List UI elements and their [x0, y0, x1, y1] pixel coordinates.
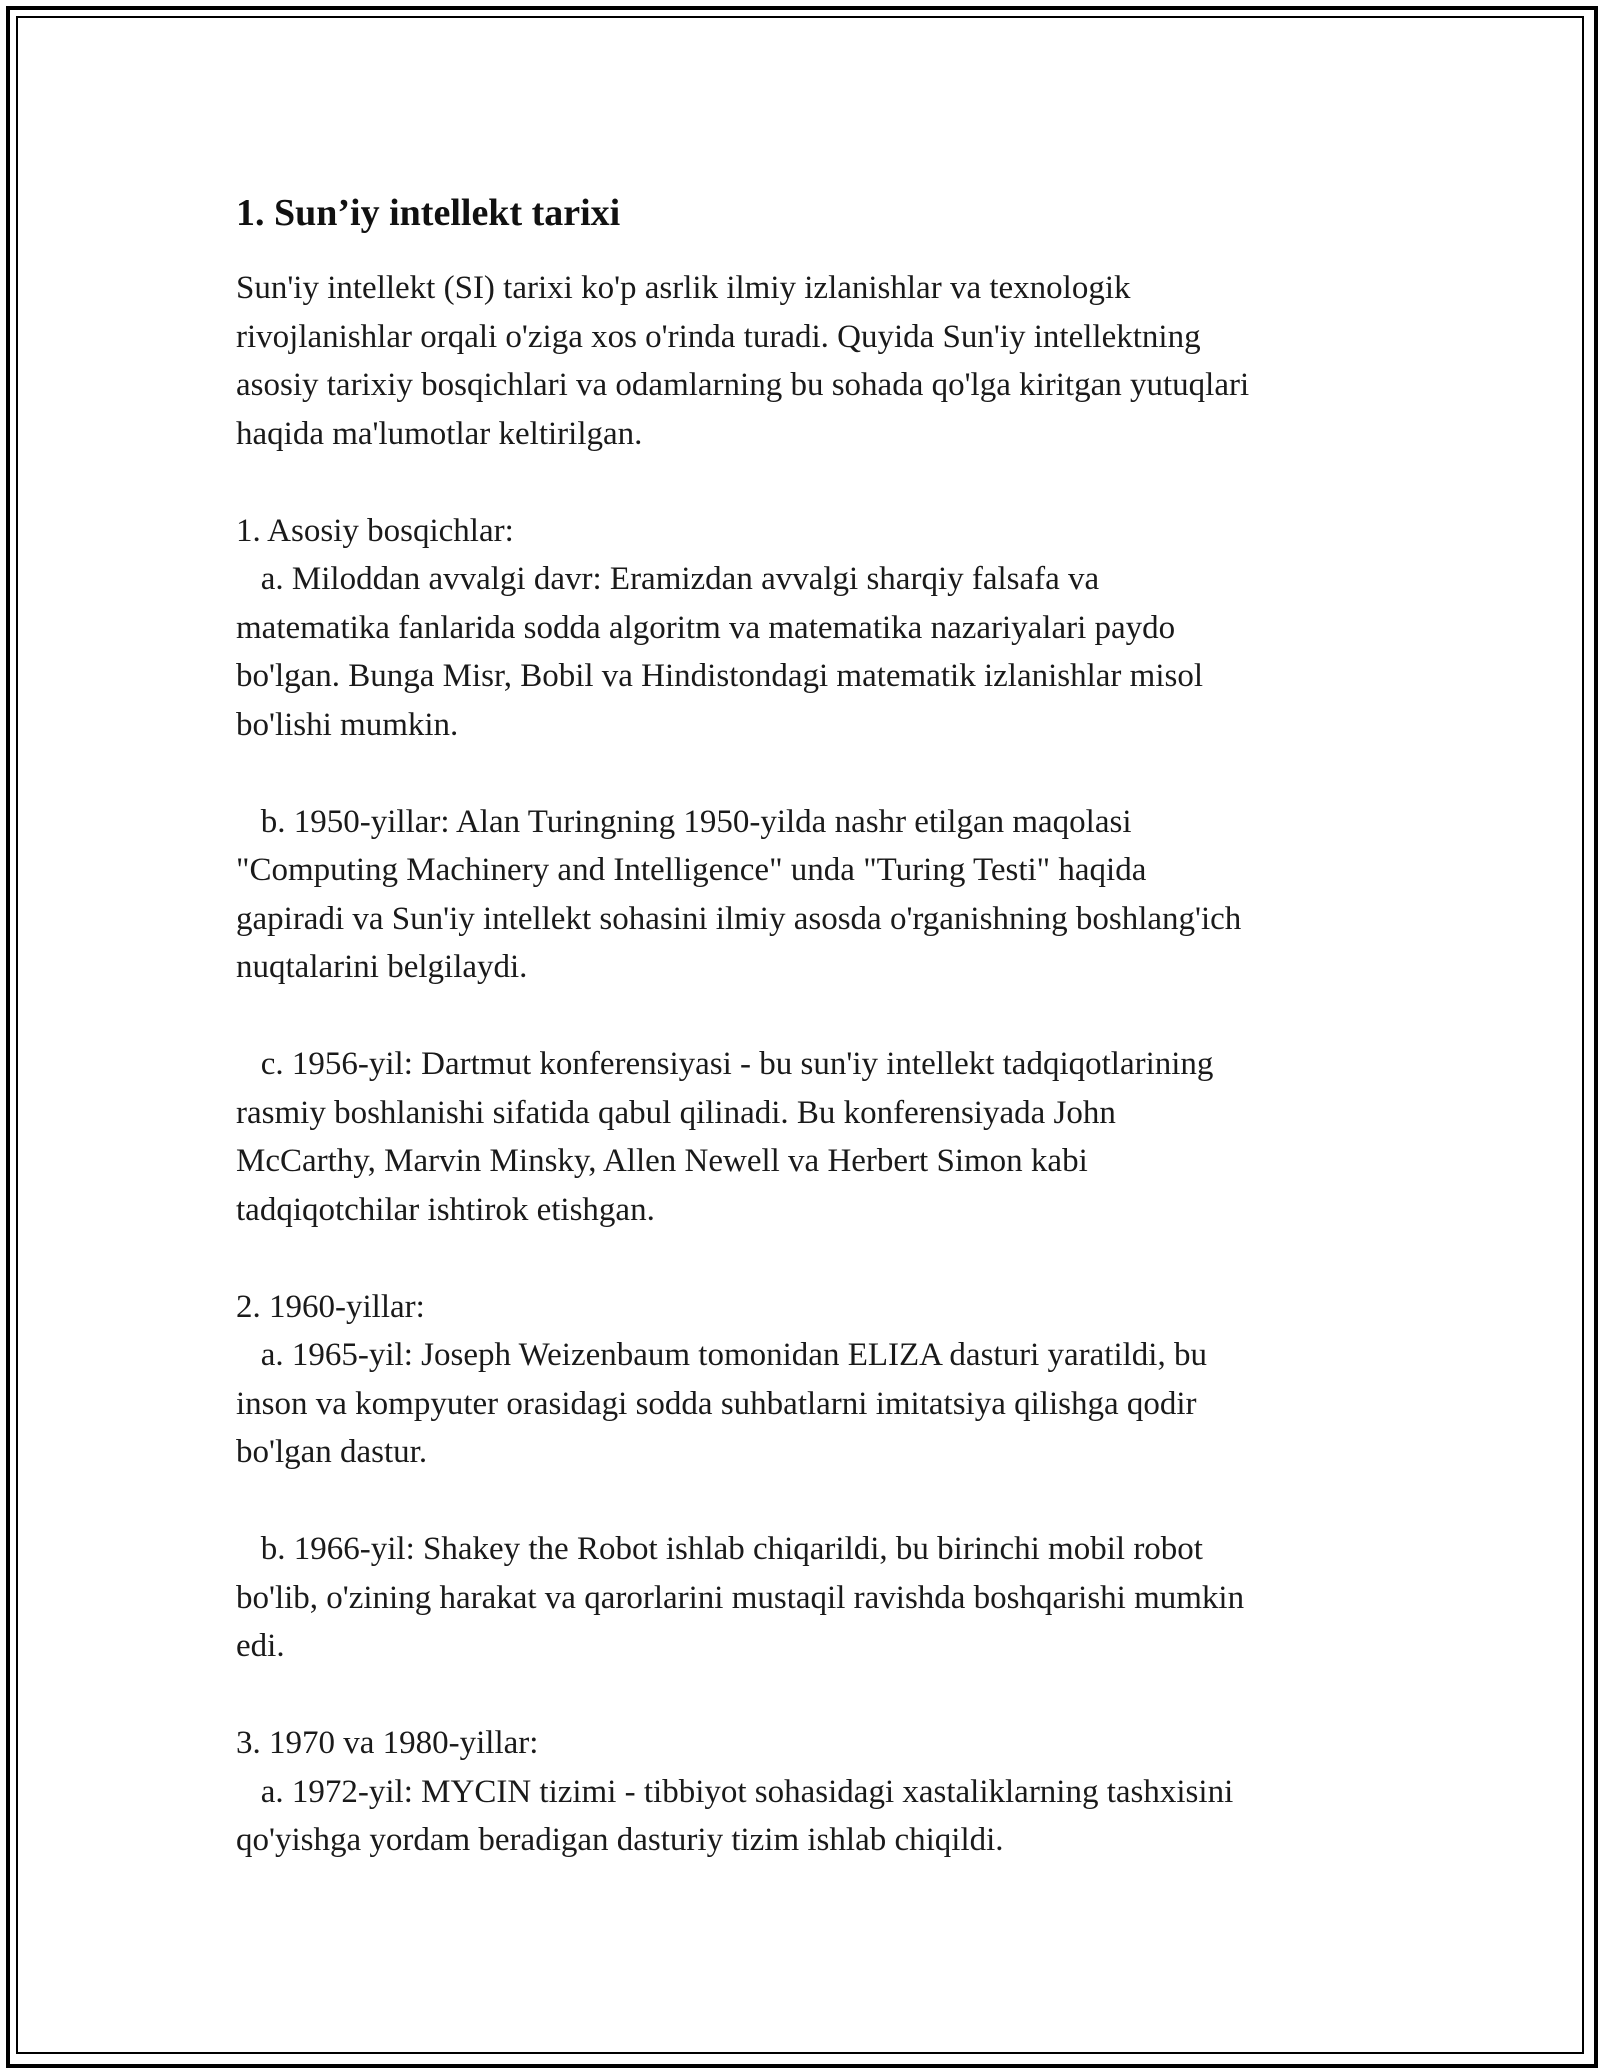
section-body: Sun'iy intellekt (SI) tarixi ko'p asrlik ilmiy izlanishlar va texnologik rivojlanishlar orqali o'ziga xos o'rinda turadi. Quyida Sun'iy intellektning asosiy tarixiy bosqichlari va odamlarning bu sohada qo'lga kiritgan yutuqlari haqida ma'lumotlar keltirilgan. 1. Asosiy bosqichlar: a. Miloddan avvalgi davr: Eramizdan avvalgi sharqiy falsafa va matematika fanlarida sodda algoritm va matematika nazariyalari paydo bo'lgan. Bunga Misr, Bobil va Hindistondagi matematik izlanishlar misol bo'lishi mumkin. b. 1950-yillar: Alan Turingning 1950-yilda nashr etilgan maqolasi "Computing Machinery and Intelligence" unda "Turing Testi" haqida gapiradi va Sun'iy intellekt sohasini ilmiy asosda o'rganishning boshlang'ich nuqtalarini belgilaydi. c. 1956-yil: Dartmut konferensiyasi - bu sun'iy intellekt tadqiqotlarining rasmiy boshlanishi sifatida qabul qilinadi. Bu konferensiyada John McCarthy, Marvin Minsky, Allen Newell va Herbert Simon kabi tadqiqotchilar ishtirok etishgan. 2. 1960-yillar: a. 1965-yil: Joseph Weizenbaum tomonidan ELIZA dasturi yaratildi, bu inson va kompyuter orasidagi sodda suhbatlarni imitatsiya qilishga qodir bo'lgan dastur. b. 1966-yil: Shakey the Robot ishlab chiqarildi, bu birinchi mobil robot bo'lib, o'zining harakat va qarorlarini mustaqil ravishda boshqarishi mumkin edi. 3. 1970 va 1980-yillar: a. 1972-yil: MYCIN tizimi - tibbiyot sohasidagi xastaliklarning tashxisini qo'yishga yordam beradigan dasturiy tizim ishlab chiqildi.: [236, 270, 1250, 1858]
section-title: 1. Sun’iy intellekt tarixi: [236, 192, 621, 234]
document-page: [236, 190, 1366, 1865]
